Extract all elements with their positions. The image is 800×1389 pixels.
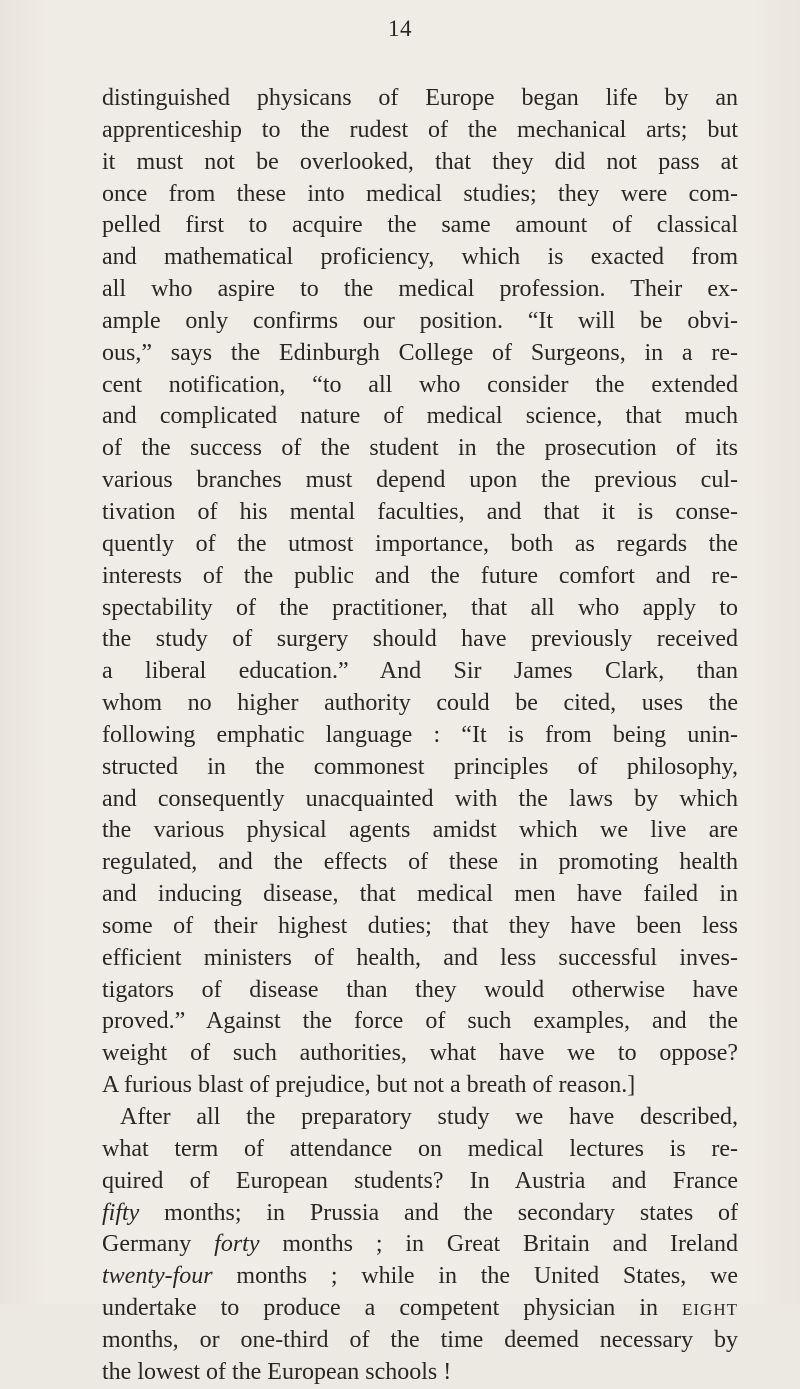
text-run: Germany [102, 1231, 215, 1258]
text-line: the study of surgery should have previously received [102, 626, 738, 653]
text-line: and inducing disease, that medical men have failed in [102, 881, 738, 908]
text-line: interests of the public and the future comfort and re- [102, 562, 738, 589]
text-line: After all the preparatory study we have described, [120, 1104, 738, 1130]
text-line [102, 1198, 738, 1230]
text-line: months, or one-third of the time deemed necessary by [102, 1326, 738, 1353]
text-line: and consequently unacquainted with the laws by which [102, 785, 738, 812]
text-line: some of their highest duties; that they have been less [102, 912, 738, 939]
text-line: weight of such authorities, what have we to oppose? [102, 1040, 738, 1067]
text-line [102, 1229, 738, 1261]
text-line [102, 1261, 738, 1293]
text-run: months ; while in the United States, we [212, 1263, 738, 1290]
text-line: various branches must depend upon the previous cul- [102, 467, 738, 494]
text-line: ous,” says the Edinburgh College of Surgeons, in a re- [102, 339, 738, 366]
text-line: distinguished physicans of Europe began life by an [102, 85, 738, 111]
text-line: spectability of the practitioner, that all who apply to [102, 594, 738, 621]
text-line: of the success of the student in the prosecution of its [102, 435, 738, 462]
page-number: 14 [388, 16, 412, 41]
text-line: A furious blast of prejudice, but not a breath of reason.] [102, 1072, 636, 1099]
text-line [102, 1293, 738, 1325]
text-line: regulated, and the effects of these in promoting health [102, 849, 738, 876]
text-line: tigators of disease than they would otherwise have [102, 976, 738, 1003]
text-line: quired of European students? In Austria and France [102, 1167, 738, 1194]
text-line: what term of attendance on medical lectures is re- [102, 1135, 738, 1162]
text-line: tivation of his mental faculties, and that it is conse- [102, 498, 738, 525]
small-caps-term: eight [682, 1295, 738, 1322]
text-line: cent notification, “to all who consider the extended [102, 371, 738, 398]
text-line: efficient ministers of health, and less successful inves- [102, 944, 738, 971]
text-line: structed in the commonest principles of philosophy, [102, 753, 738, 780]
text-line: apprenticeship to the rudest of the mechanical arts; but [102, 116, 738, 143]
text-line: pelled first to acquire the same amount of classical [102, 212, 738, 239]
text-line: and mathematical proficiency, which is exacted from [102, 244, 738, 271]
text-run: undertake to produce a competent physician in [102, 1295, 683, 1322]
text-run: months ; in Great Britain and Ireland [259, 1231, 739, 1258]
italic-term: fifty [102, 1199, 140, 1226]
text-line: all who aspire to the medical profession. Their ex- [102, 276, 738, 303]
text-line: the lowest of the European schools ! [102, 1358, 452, 1385]
italic-term: twenty-four [102, 1263, 213, 1290]
text-line: a liberal education.” And Sir James Clark, than [102, 658, 738, 685]
italic-term: forty [214, 1231, 260, 1258]
text-line: it must not be overlooked, that they did not pass at [102, 148, 738, 175]
text-line: proved.” Against the force of such examples, and the [102, 1008, 738, 1035]
text-line: once from these into medical studies; they were com- [102, 180, 738, 207]
text-line: following emphatic language : “It is from being unin- [102, 721, 738, 748]
text-line: the various physical agents amidst which we live are [102, 817, 738, 844]
text-line: quently of the utmost importance, both as regards the [102, 530, 738, 557]
body-text [102, 83, 738, 1389]
text-line: ample only confirms our position. “It will be obvi- [102, 307, 738, 334]
text-line: and complicated nature of medical science, that much [102, 403, 738, 430]
text-run: months; in Prussia and the secondary states of [139, 1199, 738, 1226]
text-line: whom no higher authority could be cited, uses the [102, 690, 738, 717]
